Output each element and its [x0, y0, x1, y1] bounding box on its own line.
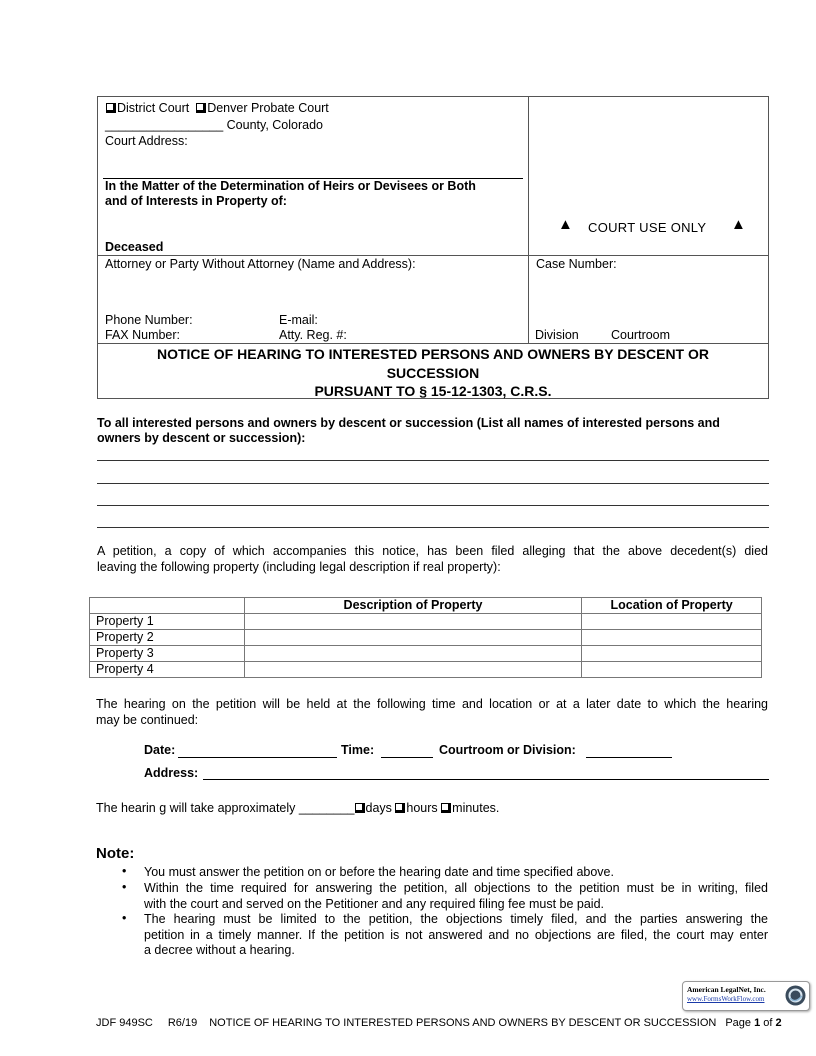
title-divider [97, 343, 769, 344]
logo-line-1: American LegalNet, Inc. [687, 985, 766, 994]
form-revision: R6/19 [167, 1017, 198, 1029]
phone-label: Phone Number: [105, 313, 193, 327]
minutes-label: minutes. [452, 801, 500, 815]
form-id: JDF 949SC [96, 1017, 153, 1029]
petition-line-1: A petition, a copy of which accompanies this notice, has been filed alleging that the above decedent(s) died [97, 544, 768, 558]
triangle-icon: ▲ [731, 216, 746, 233]
table-row [90, 662, 762, 678]
property-label: Property 2 [90, 630, 245, 646]
district-court-checkbox[interactable] [106, 103, 116, 113]
property-label: Property 1 [90, 614, 245, 630]
minutes-checkbox[interactable] [441, 803, 451, 813]
approx-label: The hearin g will take approximately ________ [96, 801, 355, 815]
description-cell[interactable] [244, 662, 581, 678]
caption-row-divider [97, 255, 769, 256]
hearing-line-1: The hearing on the petition will be held at the following time and location or at a later date to which the hearing [96, 697, 768, 711]
bullet-icon: • [122, 880, 127, 894]
note-item-3 [144, 912, 768, 959]
courtroom-division-field[interactable] [586, 757, 672, 758]
note-title: Note: [96, 845, 135, 862]
note-item-3-line-1: The hearing must be limited to the petition, the objections timely filed, and the parties answering the [144, 912, 768, 926]
page-number: 1 [754, 1017, 761, 1029]
form-title-line-1: NOTICE OF HEARING TO INTERESTED PERSONS AND OWNERS BY DESCENT OR [156, 346, 709, 362]
hearing-line-2: may be continued: [96, 712, 199, 727]
days-label: days [365, 801, 392, 815]
location-cell[interactable] [582, 662, 762, 678]
to-all-heading [97, 416, 720, 446]
description-cell[interactable] [244, 646, 581, 662]
bullet-icon: • [122, 911, 127, 925]
bullet-icon: • [122, 864, 127, 878]
date-label: Date: [144, 743, 176, 757]
page-of: of [763, 1017, 773, 1029]
globe-icon [784, 984, 807, 1007]
location-cell[interactable] [582, 646, 762, 662]
property-table [89, 597, 762, 678]
matter-line-1: In the Matter of the Determination of Heirs or Devisees or Both [105, 179, 476, 193]
table-header-blank [90, 598, 245, 614]
note-item-2-line-1: Within the time required for answering the petition, all objections to the petition must be in writing, filed [144, 881, 768, 895]
address-label: Address: [144, 766, 199, 780]
names-line-2[interactable] [97, 483, 769, 484]
location-header: Location of Property [582, 598, 762, 614]
date-field[interactable] [178, 757, 337, 758]
court-address-label: Court Address: [105, 134, 188, 148]
table-row [90, 630, 762, 646]
page-prefix: Page [725, 1017, 752, 1029]
note-item-3-line-3: a decree without a hearing. [144, 943, 295, 957]
deceased-label: Deceased [105, 240, 164, 254]
email-label: E-mail: [279, 313, 318, 327]
hours-label: hours [406, 801, 438, 815]
time-label: Time: [341, 743, 375, 757]
note-item-1 [144, 865, 768, 881]
note-item-3-line-2: petition in a timely manner. If the petition is not answered and no objections are filed, the court may enter [144, 927, 768, 942]
to-all-line-1: To all interested persons and owners by descent or succession (List all names of interested persons and [97, 416, 720, 430]
note-item-2-line-2: with the court and served on the Petitioner and any required filing fee must be paid. [144, 896, 605, 911]
names-line-1[interactable] [97, 460, 769, 461]
hearing-paragraph [96, 697, 768, 728]
property-table-header [90, 598, 762, 614]
footer [96, 1017, 782, 1029]
fax-label: FAX Number: [105, 328, 181, 342]
hours-checkbox[interactable] [395, 803, 405, 813]
location-cell[interactable] [582, 614, 762, 630]
table-row [90, 614, 762, 630]
matter-line-2: and of Interests in Property of: [105, 194, 287, 208]
form-title-line-3: PURSUANT TO § 15-12-1303, C.R.S. [314, 383, 552, 399]
caption-divider [528, 96, 529, 343]
page-total: 2 [775, 1017, 782, 1029]
footer-title: NOTICE OF HEARING TO INTERESTED PERSONS AND OWNERS BY DESCENT OR SUCCESSION [209, 1017, 717, 1029]
attorney-label: Attorney or Party Without Attorney (Name and Address): [105, 257, 416, 271]
time-field[interactable] [381, 757, 433, 758]
description-cell[interactable] [244, 614, 581, 630]
form-title [97, 345, 769, 401]
courtroom-label: Courtroom [611, 328, 671, 342]
court-type-options [106, 101, 329, 115]
address-field[interactable] [203, 779, 769, 780]
to-all-line-2: owners by descent or succession): [97, 431, 306, 445]
names-line-4[interactable] [97, 527, 769, 528]
denver-probate-checkbox[interactable] [196, 103, 206, 113]
location-cell[interactable] [582, 630, 762, 646]
courtroom-division-label: Courtroom or Division: [439, 743, 576, 757]
property-label: Property 3 [90, 646, 245, 662]
form-title-line-2: SUCCESSION [386, 364, 480, 381]
american-legalnet-logo[interactable] [682, 981, 810, 1011]
days-checkbox[interactable] [355, 803, 365, 813]
note-item-1-line-1: You must answer the petition on or before the hearing date and time specified above. [144, 865, 614, 879]
division-label: Division [535, 328, 579, 342]
triangle-icon: ▲ [558, 216, 573, 233]
court-use-only-label: COURT USE ONLY [588, 220, 707, 235]
description-cell[interactable] [244, 630, 581, 646]
property-label: Property 4 [90, 662, 245, 678]
description-header: Description of Property [244, 598, 581, 614]
case-number-label: Case Number: [536, 257, 617, 271]
petition-paragraph [97, 544, 768, 575]
atty-reg-label: Atty. Reg. #: [279, 328, 347, 342]
duration-line [96, 801, 499, 815]
petition-line-2: leaving the following property (including legal description if real property): [97, 559, 501, 574]
note-item-2 [144, 881, 768, 912]
denver-probate-label: Denver Probate Court [207, 101, 329, 115]
table-row [90, 646, 762, 662]
county-line: _________________ County, Colorado [105, 118, 324, 132]
logo-line-2: www.FormsWorkFlow.com [687, 995, 765, 1003]
names-line-3[interactable] [97, 505, 769, 506]
district-court-label: District Court [117, 101, 190, 115]
